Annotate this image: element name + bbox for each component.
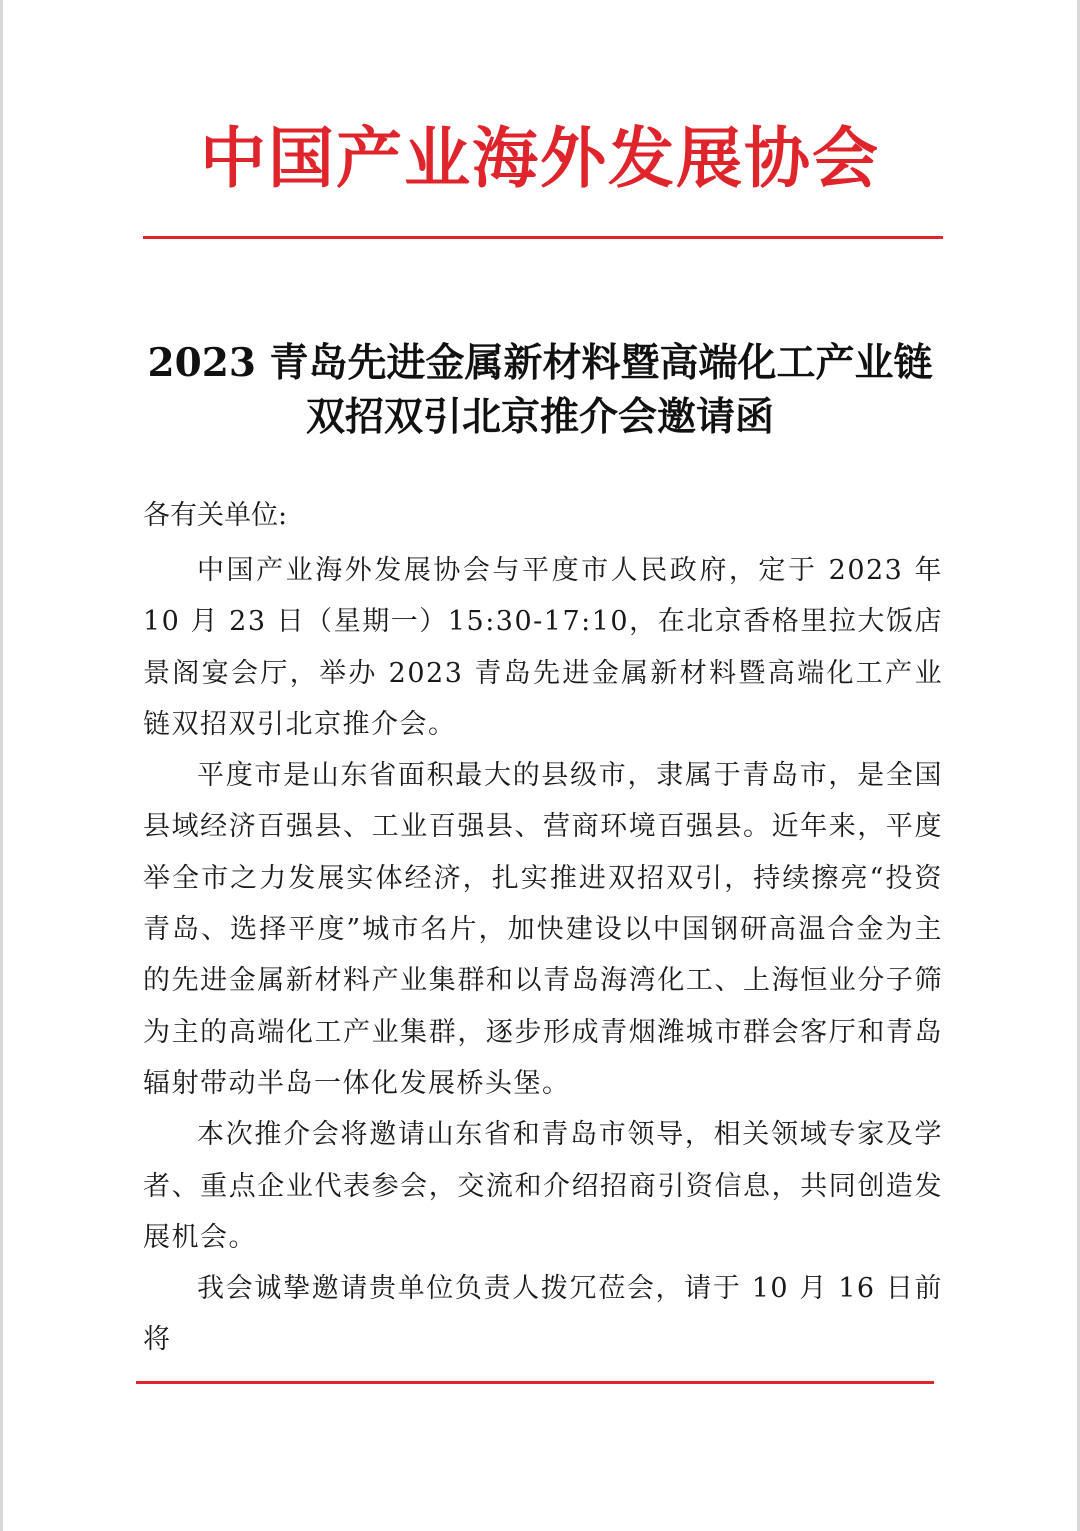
document-title xyxy=(120,336,960,444)
paragraph-attendees: 本次推介会将邀请山东省和青岛市领导，相关领域专家及学者、重点企业代表参会，交流和介绍招商引资信息，共同创造发展机会。 xyxy=(143,1119,943,1253)
document-title-line-2: 双招双引北京推介会邀请函 xyxy=(305,394,774,440)
salutation: 各有关单位: xyxy=(143,500,288,531)
letter-body xyxy=(143,545,943,1366)
footer-divider xyxy=(136,1381,934,1384)
paragraph-invitation: 我会诚挚邀请贵单位负责人拨冗莅会，请于 10 月 16 日前将 xyxy=(143,1273,943,1356)
letterhead-org-name: 中国产业海外发展协会 xyxy=(200,119,880,197)
paragraph-event-info: 中国产业海外发展协会与平度市人民政府，定于 2023 年 10 月 23 日（星期一）15:30-17:10，在北京香格里拉大饭店景阁宴会厅，举办 2023 青岛先进金属新材料暨高端化工产业链双招双引北京推介会。 xyxy=(143,555,943,740)
page-edge-left xyxy=(0,0,3,1531)
paragraph-city-intro: 平度市是山东省面积最大的县级市，隶属于青岛市，是全国县域经济百强县、工业百强县、营商环境百强县。近年来，平度举全市之力发展实体经济，扎实推进双招双引，持续擦亮“投资青岛、选择平度”城市名片，加快建设以中国钢研高温合金为主的先进金属新材料产业集群和以青岛海湾化工、上海恒业分子筛为主的高端化工产业集群，逐步形成青烟潍城市群会客厅和青岛辐射带动半岛一体化发展桥头堡。 xyxy=(143,760,943,1099)
document-title-line-1: 2023 青岛先进金属新材料暨高端化工产业链 xyxy=(147,340,933,386)
letterhead-divider xyxy=(143,236,943,239)
